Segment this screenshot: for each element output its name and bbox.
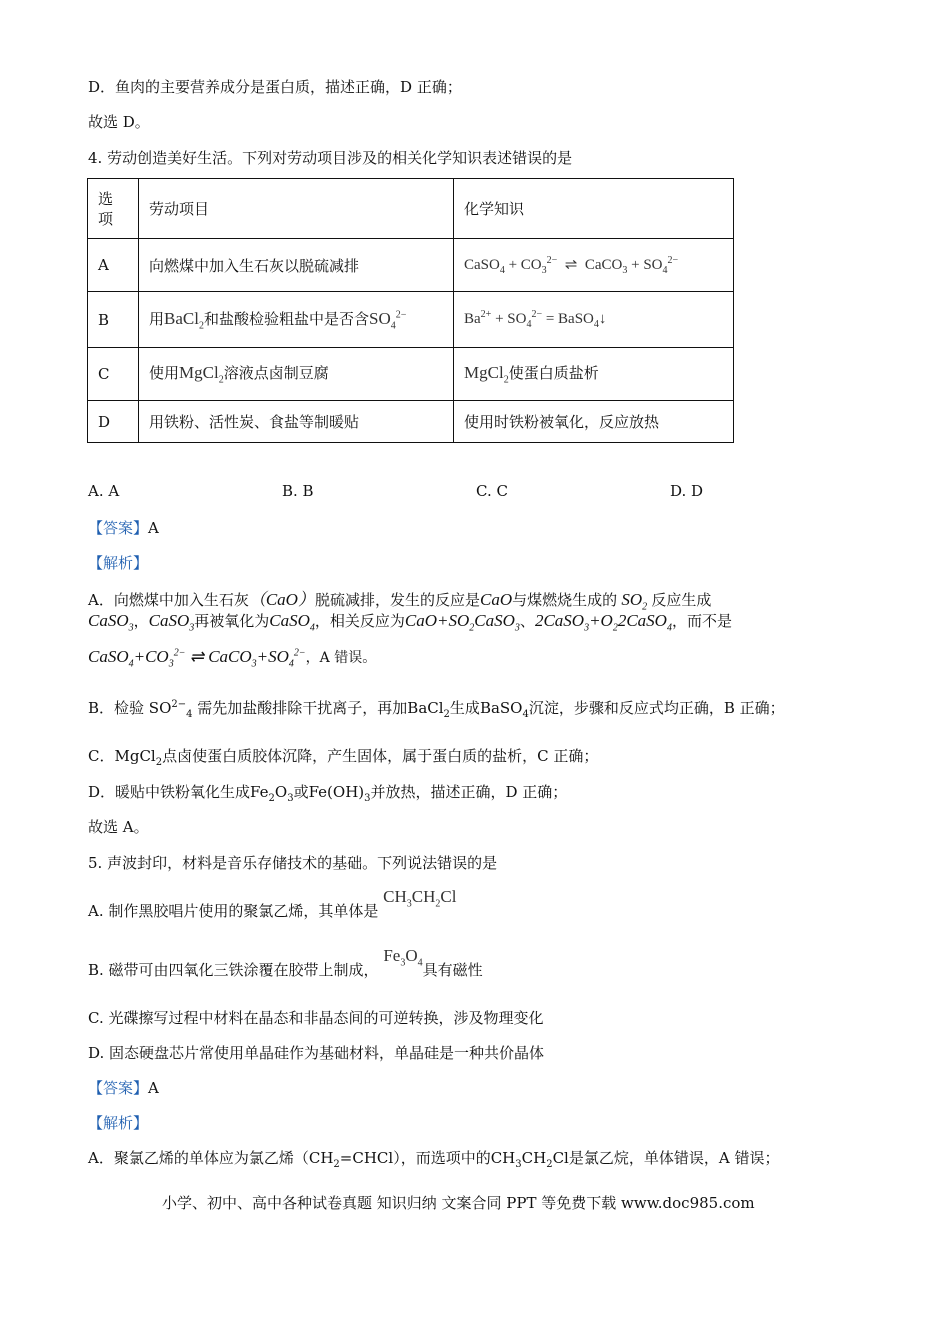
q4-analysis-label: 【解析】 [88, 554, 149, 572]
q4-stem: 4. 劳动创造美好生活。下列对劳动项目涉及的相关化学知识表述错误的是 [88, 149, 573, 167]
q5-option-d: D. 固态硬盘芯片常使用单晶硅作为基础材料，单晶硅是一种共价晶体 [88, 1044, 545, 1062]
row-option: C [88, 348, 139, 401]
q5-option-c: C. 光碟擦写过程中材料在晶态和非晶态间的可逆转换，涉及物理变化 [88, 1009, 544, 1027]
option-b: B. B [282, 482, 314, 500]
q4-answer: 【答案】A [88, 519, 159, 537]
table-row [88, 401, 734, 443]
row-option: B [88, 292, 139, 348]
row-option: D [88, 401, 139, 443]
table-row [88, 292, 734, 348]
q5-stem: 5. 声波封印，材料是音乐存储技术的基础。下列说法错误的是 [88, 854, 498, 872]
header-option: 选项 [88, 179, 139, 239]
row-knowledge: CaSO$_4$ + $CO_3^{2-}$ ⇌ CaCO$_3$ + $SO_4^{2-}$ [454, 239, 734, 292]
q5-option-a: A. 制作黑胶唱片使用的聚氯乙烯，其单体是 $CH_3CH_2Cl$ [88, 887, 457, 920]
q4-table [87, 178, 734, 443]
option-a: A. A [88, 482, 120, 500]
q5-analysis-label: 【解析】 [88, 1114, 149, 1132]
row-option: A [88, 239, 139, 292]
q4-analysis-a-line3: $CaSO_4+CO_3^{2-}$ ⇌ $CaCO_3+SO_4^{2-}$，A 错误。 [88, 647, 377, 670]
header-item: 劳动项目 [139, 179, 454, 239]
q3-option-d-analysis: D．鱼肉的主要营养成分是蛋白质，描述正确，D 正确； [88, 78, 462, 96]
q4-analysis-c: C．MgCl$_2$点卤使蛋白质胶体沉降，产生固体，属于蛋白质的盐析，C 正确； [88, 747, 599, 768]
row-item: 向燃煤中加入生石灰以脱硫减排 [139, 239, 454, 292]
q5-analysis-a: A．聚氯乙烯的单体应为氯乙烯$(CH_2=CHCl)$，而选项中的$CH_3CH_2Cl$是氯乙烷，单体错误，A 错误； [88, 1149, 780, 1170]
option-d: D. D [670, 482, 704, 500]
table-row [88, 348, 734, 401]
table-row [88, 239, 734, 292]
option-c: C. C [476, 482, 508, 500]
row-knowledge: $Ba^{2+} + SO_4^{2-}$ = BaSO$_4$↓ [454, 292, 734, 348]
q4-final-choice: 故选 A。 [88, 818, 149, 836]
q4-analysis-d: D．暖贴中铁粉氧化生成$Fe_2O_3$或$Fe(OH)_3$并放热，描述正确，D 正确； [88, 783, 568, 804]
q5-option-b: B. 磁带可由四氧化三铁涂覆在胶带上制成， $Fe_3O_4$具有磁性 [88, 946, 483, 979]
q4-analysis-a-line1: A．向燃煤中加入生石灰（CaO）脱硫减排，发生的反应是CaO与煤燃烧生成的 $SO_2$ 反应生成 [88, 590, 712, 613]
header-knowledge: 化学知识 [454, 179, 734, 239]
q5-answer: 【答案】A [88, 1079, 159, 1097]
row-knowledge: MgCl$_2$使蛋白质盐析 [454, 348, 734, 401]
q4-options [88, 482, 864, 500]
table-header-row [88, 179, 734, 239]
q4-analysis-b: B．检验 $SO^{2-}_4$ 需先加盐酸排除干扰离子，再加BaCl$_2$生成BaSO$_4$沉淀，步骤和反应式均正确，B 正确； [88, 699, 785, 720]
row-item: 用BaCl$_2$和盐酸检验粗盐中是否含$SO_4^{2-}$ [139, 292, 454, 348]
q3-final-choice: 故选 D。 [88, 113, 150, 131]
page-footer: 小学、初中、高中各种试卷真题 知识归纳 文案合同 PPT 等免费下载 www.doc985.com [162, 1194, 755, 1212]
q4-analysis-a-line2: CaSO$_3$，CaSO$_3$再被氧化为CaSO$_4$，相关反应为$CaO+SO_2CaSO_3$、$2CaSO_3+O_22CaSO_4$，而不是 [88, 611, 732, 634]
row-knowledge: 使用时铁粉被氧化，反应放热 [454, 401, 734, 443]
row-item: 用铁粉、活性炭、食盐等制暖贴 [139, 401, 454, 443]
row-item: 使用MgCl$_2$溶液点卤制豆腐 [139, 348, 454, 401]
